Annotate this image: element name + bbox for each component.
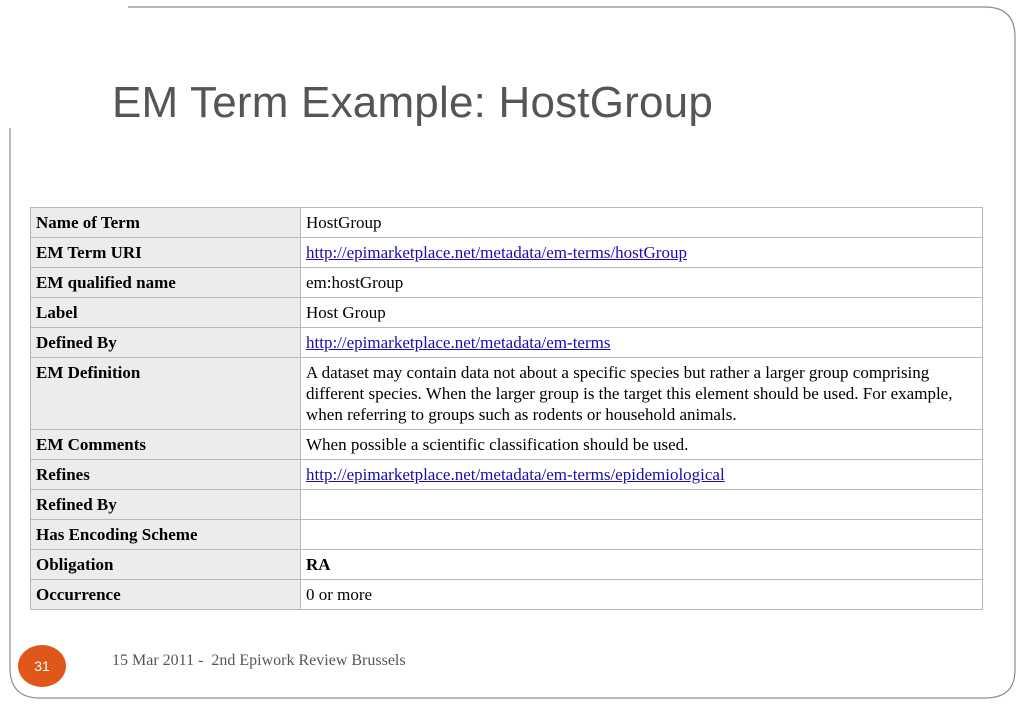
row-label: Obligation xyxy=(31,550,301,580)
table-row xyxy=(31,550,983,580)
row-value: When possible a scientific classification should be used. xyxy=(301,430,983,460)
row-value xyxy=(301,460,983,490)
table-row xyxy=(31,268,983,298)
row-label: EM Comments xyxy=(31,430,301,460)
table-row xyxy=(31,520,983,550)
row-label: Has Encoding Scheme xyxy=(31,520,301,550)
row-value: HostGroup xyxy=(301,208,983,238)
page-number: 31 xyxy=(34,658,50,674)
table-row xyxy=(31,298,983,328)
row-value xyxy=(301,520,983,550)
row-value: RA xyxy=(301,550,983,580)
row-label: Name of Term xyxy=(31,208,301,238)
row-label: EM Term URI xyxy=(31,238,301,268)
row-value: Host Group xyxy=(301,298,983,328)
table-row xyxy=(31,460,983,490)
table-row xyxy=(31,328,983,358)
slide-footer: 15 Mar 2011 - 2nd Epiwork Review Brussels xyxy=(112,652,406,669)
row-value xyxy=(301,328,983,358)
table-row xyxy=(31,238,983,268)
term-table xyxy=(30,207,983,610)
defined-by-link[interactable]: http://epimarketplace.net/metadata/em-terms xyxy=(306,333,611,352)
row-label: EM qualified name xyxy=(31,268,301,298)
row-value: em:hostGroup xyxy=(301,268,983,298)
em-term-uri-link[interactable]: http://epimarketplace.net/metadata/em-terms/hostGroup xyxy=(306,243,687,262)
row-value xyxy=(301,490,983,520)
row-label: Occurrence xyxy=(31,580,301,610)
row-label: EM Definition xyxy=(31,358,301,430)
row-label: Defined By xyxy=(31,328,301,358)
row-value: 0 or more xyxy=(301,580,983,610)
row-label: Refines xyxy=(31,460,301,490)
table-row xyxy=(31,430,983,460)
page-number-badge xyxy=(18,645,66,687)
row-value: A dataset may contain data not about a specific species but rather a larger group comprising different species. When the larger group is the target this element should be used. For example, when referring to groups such as rodents or household animals. xyxy=(301,358,983,430)
row-label: Refined By xyxy=(31,490,301,520)
table-row xyxy=(31,490,983,520)
table-row xyxy=(31,580,983,610)
table-row xyxy=(31,208,983,238)
row-value xyxy=(301,238,983,268)
refines-link[interactable]: http://epimarketplace.net/metadata/em-terms/epidemiological xyxy=(306,465,725,484)
row-label: Label xyxy=(31,298,301,328)
slide-title: EM Term Example: HostGroup xyxy=(112,78,714,127)
table-row xyxy=(31,358,983,430)
